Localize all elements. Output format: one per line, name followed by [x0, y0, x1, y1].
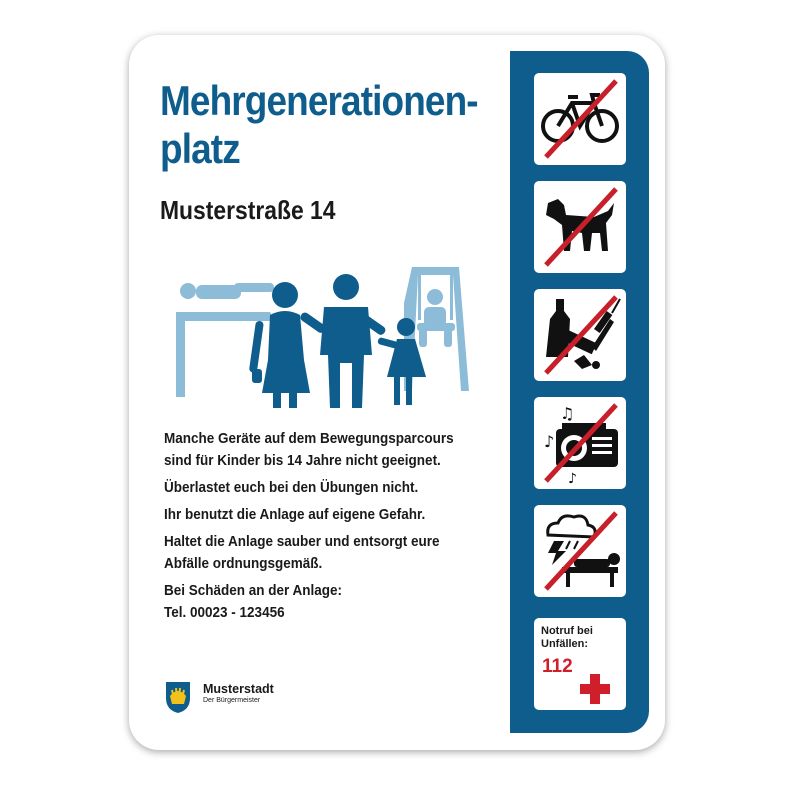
- city-office: Der Bürgermeister: [203, 697, 261, 704]
- contact-phone: Tel. 00023 - 123456: [164, 604, 285, 621]
- emergency-label-line-1: Notruf bei: [541, 625, 593, 637]
- prohibition-bar: [510, 51, 649, 733]
- rule-2: [164, 477, 488, 499]
- svg-text:♫: ♫: [560, 404, 575, 423]
- rule-4-line-2: Abfälle ordnungsgemäß.: [164, 555, 323, 572]
- no-dogs-icon: [534, 181, 626, 273]
- red-cross-icon: [534, 618, 626, 710]
- no-loud-music-icon: [534, 397, 626, 489]
- rule-5-line-1: Bei Schäden an der Anlage:: [164, 582, 343, 599]
- rule-5: [164, 580, 488, 624]
- title-line-2: platz: [160, 125, 240, 172]
- no-dogs-tile: [534, 181, 626, 273]
- no-bicycle-icon: [534, 73, 626, 165]
- no-alcohol-drugs-tile: [534, 289, 626, 381]
- no-use-during-thunderstorm-icon: [534, 505, 626, 597]
- city-name: Musterstadt: [203, 682, 274, 696]
- no-bicycle-tile: [534, 73, 626, 165]
- rule-1: [164, 428, 488, 472]
- no-loud-music-tile: [534, 397, 626, 489]
- rule-4-line-1: Haltet die Anlage sauber und entsorgt eure: [164, 533, 440, 550]
- no-alcohol-drugs-icon: [534, 289, 626, 381]
- svg-text:♪: ♪: [544, 432, 555, 451]
- svg-text:♪: ♪: [568, 471, 577, 487]
- emergency-number: 112: [542, 656, 573, 677]
- sign-title: [160, 77, 477, 173]
- title-line-1: Mehrgenerationen-: [160, 77, 478, 124]
- emergency-label-line-2: Unfällen:: [541, 638, 589, 650]
- emergency-call-tile: [534, 618, 626, 710]
- coat-of-arms-icon: [164, 680, 192, 714]
- rules-text: [164, 428, 488, 629]
- rule-4: [164, 531, 488, 575]
- rule-1-line-1: Manche Geräte auf dem Bewegungsparcours: [164, 430, 454, 447]
- rule-3: [164, 504, 488, 526]
- multigeneration-playground-pictogram: [174, 265, 494, 410]
- rule-1-line-2: sind für Kinder bis 14 Jahre nicht geeignet.: [164, 452, 441, 469]
- information-sign: [129, 35, 665, 750]
- rule-2-line-1: Überlastet euch bei den Übungen nicht.: [164, 479, 419, 496]
- no-use-during-thunderstorm-tile: [534, 505, 626, 597]
- address: Musterstraße 14: [160, 195, 336, 225]
- rule-3-line-1: Ihr benutzt die Anlage auf eigene Gefahr.: [164, 506, 426, 523]
